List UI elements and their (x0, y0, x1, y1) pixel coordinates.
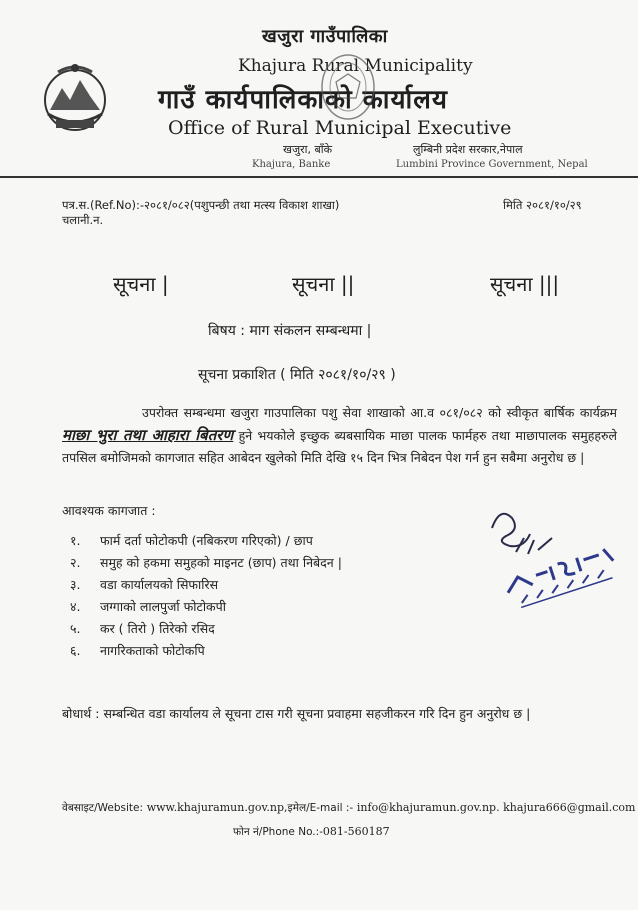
list-item (70, 574, 342, 596)
website-link[interactable]: www.khajuramun.gov.np, (146, 801, 288, 814)
office-name-en: Office of Rural Municipal Executive (168, 117, 512, 139)
required-documents-list (70, 530, 342, 662)
province-np: लुम्बिनी प्रदेश सरकार,नेपाल (413, 143, 523, 156)
registration-number: चलानी.न. (62, 213, 104, 227)
body-part-1: उपरोक्त सम्बन्धमा खजुरा गाउपालिका पशु सेवा शाखाको आ.व ०८१/०८२ को स्वीकृत बार्षिक कार्यक्रम (142, 405, 617, 420)
list-item-text: जग्गाको लालपुर्जा फोटोकपी (100, 599, 226, 614)
website-label: वेबसाइट/Website: (62, 802, 144, 814)
header-divider (0, 176, 638, 178)
contact-line (62, 800, 635, 815)
published-date-line: सूचना प्रकाशित ( मिति २०८१/१०/२९ ) (198, 367, 396, 383)
notice-body (62, 402, 617, 469)
list-item (70, 618, 342, 640)
letter-date: मिति २०८१/१०/२९ (503, 198, 582, 212)
location-np: खजुरा, बाँके (283, 143, 333, 156)
office-name-np: गाउँ कार्यपालिकाको कार्यालय (158, 85, 448, 115)
list-item-text: वडा कार्यालयको सिफारिस (100, 577, 219, 592)
email-link[interactable]: info@khajuramun.gov.np. khajura666@gmail.com (356, 801, 636, 814)
list-item-number: ६. (70, 643, 81, 658)
reference-number: पत्र.स.(Ref.No):-२०८१/०८२(पशुपन्छी तथा मत्स्य विकाश शाखा) (62, 198, 340, 212)
list-item-number: २. (70, 555, 81, 570)
notice-heading-1: सूचना | (113, 272, 169, 296)
email-label: इमेल/E-mail :- (287, 802, 354, 814)
phone-line (233, 824, 390, 839)
list-item-number: ३. (70, 577, 81, 592)
body-part-2: हुने भयकोले इच्छुक ब्यबसायिक माछा पालक फार्महरु तथा माछापालक समुहहरुले तपसिल बमोजिमको कागजात सहित आबेदन खुलेको मिति देखि १५ दिन भित्र निबेदन पेश गर्न हुन सबैमा अनुरोध छ | (62, 428, 617, 465)
nepal-emblem-icon (38, 58, 112, 138)
list-item-text: फार्म दर्ता फोटोकपी (नबिकरण गरिएको) / छाप (100, 533, 313, 548)
municipality-name-en: Khajura Rural Municipality (238, 56, 473, 76)
list-item-number: ५. (70, 621, 81, 636)
required-documents-title: आवश्यक कागजात : (62, 503, 156, 518)
office-stamp-icon (318, 52, 378, 122)
subject-line: बिषय : माग संकलन सम्बन्धमा | (208, 323, 372, 339)
list-item-text: कर ( तिरो ) तिरेको रसिद (100, 621, 215, 636)
signature-stamp-icon (480, 498, 630, 618)
list-item-number: ४. (70, 599, 81, 614)
province-en: Lumbini Province Government, Nepal (396, 159, 588, 170)
municipality-name-np: खजुरा गाउँपालिका (262, 26, 388, 47)
notice-heading-3: सूचना ||| (490, 272, 560, 296)
list-item (70, 640, 342, 662)
phone-number: -081-560187 (319, 825, 390, 838)
list-item (70, 530, 342, 552)
attention-note: बोधार्थ : सम्बन्धित वडा कार्यालय ले सूचना टास गरी सूचना प्रवाहमा सहजीकरन गरि दिन हुन अनुरोध छ | (62, 706, 531, 721)
list-item (70, 552, 342, 574)
notice-heading-2: सूचना || (292, 272, 355, 296)
location-en: Khajura, Banke (252, 159, 331, 170)
list-item-number: १. (70, 533, 81, 548)
list-item-text: समुह को हकमा समुहको माइनट (छाप) तथा निबेदन | (100, 555, 342, 570)
phone-label: फोन नं/Phone No.: (233, 826, 320, 838)
program-highlight: माछा भुरा तथा आहारा बितरण (62, 426, 234, 444)
list-item (70, 596, 342, 618)
list-item-text: नागरिकताको फोटोकपि (100, 643, 205, 658)
